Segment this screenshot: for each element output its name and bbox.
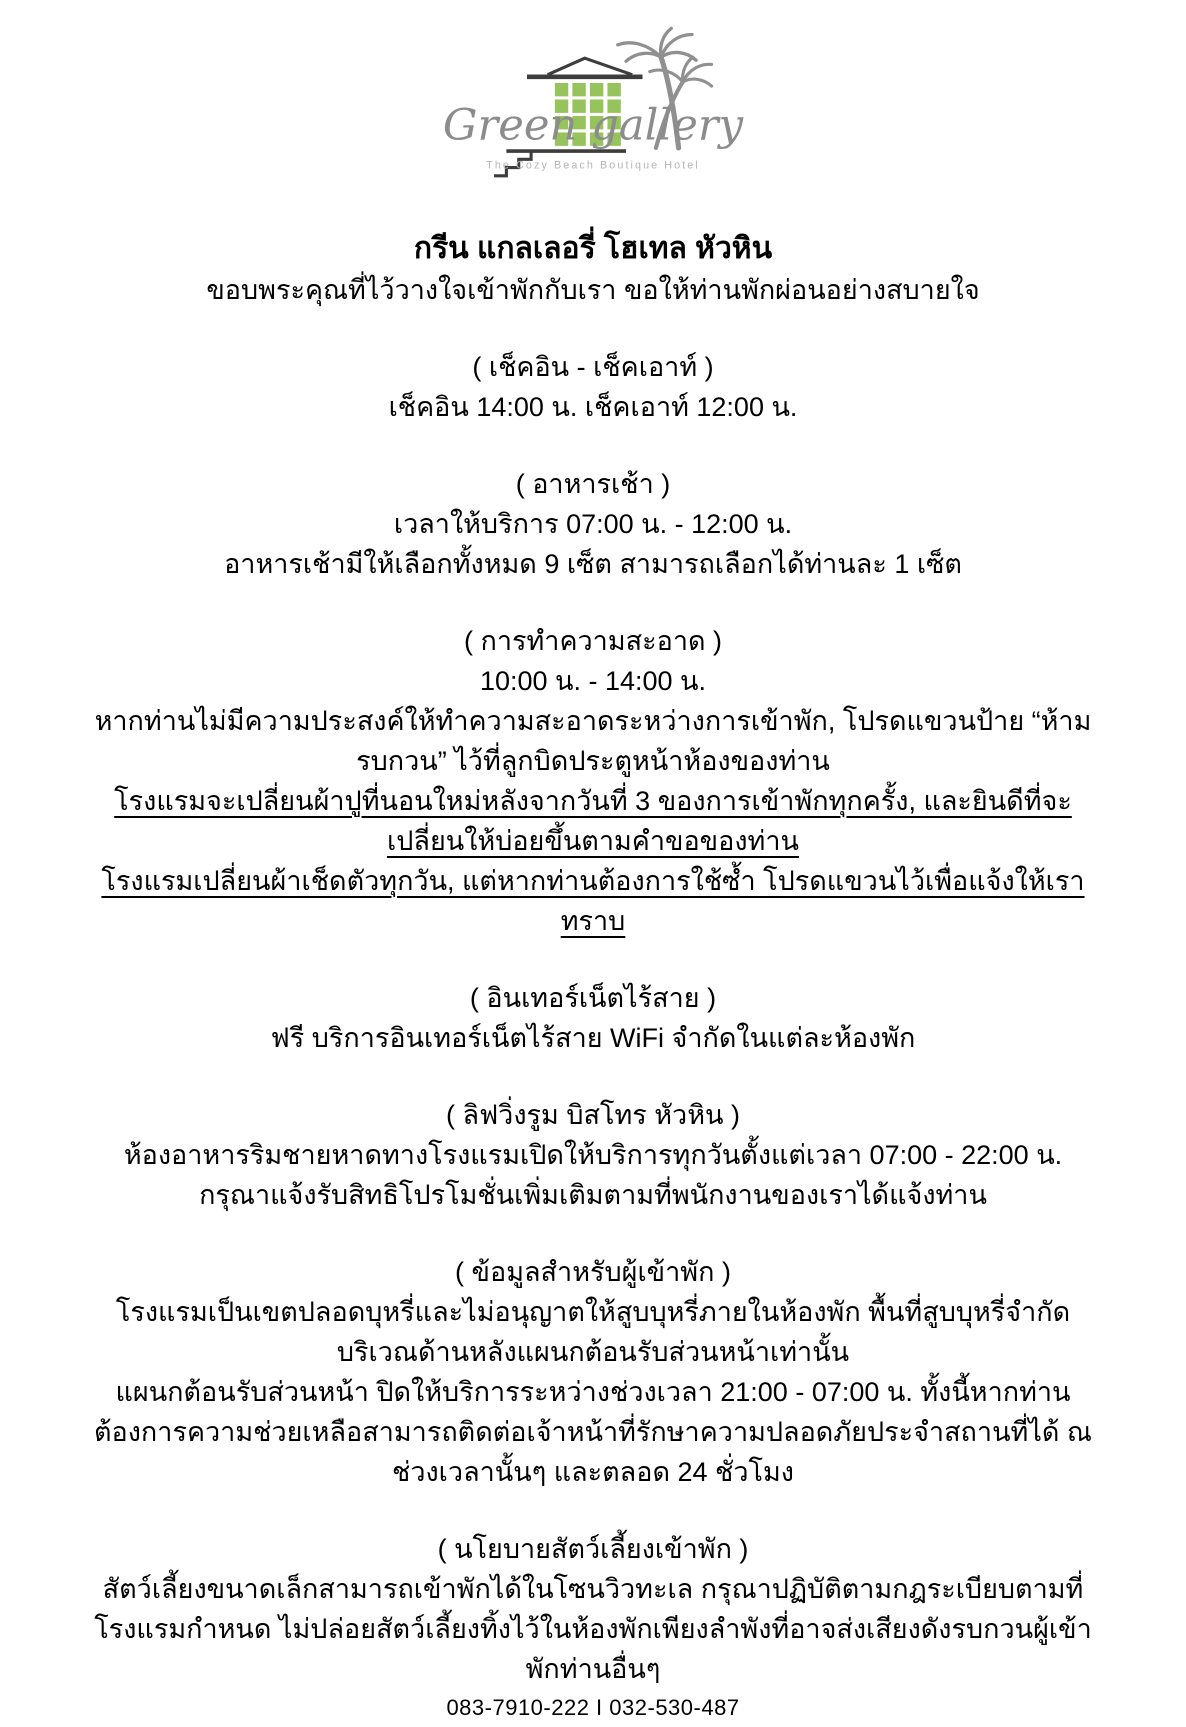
phone-numbers: 083-7910-222 I 032-530-487 [446, 1695, 740, 1720]
section-line-underlined: โรงแรมจะเปลี่ยนผ้าปูที่นอนใหม่หลังจากวันที่ 3 ของการเข้าพักทุกครั้ง, และยินดีที่จะเปลี่ยนให้บ่อยขึ้นตามคำขอของท่าน [114, 786, 1072, 856]
section-livingroom-bistro [78, 1095, 1108, 1215]
welcome-message: ขอบพระคุณที่ไว้วางใจเข้าพักกับเรา ขอให้ท่านพักผ่อนอย่างสบายใจ [206, 275, 980, 305]
hotel-logo [428, 18, 758, 188]
hotel-logo-graphic [428, 18, 758, 183]
section-breakfast [78, 464, 1108, 584]
section-line: แผนกต้อนรับส่วนหน้า ปิดให้บริการระหว่างช่วงเวลา 21:00 - 07:00 น. ทั้งนี้หากท่านต้องการความช่วยเหลือสามารถติดต่อเจ้าหน้าที่รักษาความปลอดภัยประจำสถานที่ได้ ณ ช่วงเวลานั้นๆ และตลอด 24 ชั่วโมง [94, 1377, 1092, 1487]
section-checkin-checkout [78, 347, 1108, 427]
section-line: ห้องอาหารริมชายหาดทางโรงแรมเปิดให้บริการทุกวันตั้งแต่เวลา 07:00 - 22:00 น. [123, 1140, 1063, 1170]
section-line: โรงแรมเป็นเขตปลอดบุหรี่และไม่อนุญาตให้สูบบุหรี่ภายในห้องพัก พื้นที่สูบบุหรี่จำกัดบริเวณด้านหลังแผนกต้อนรับส่วนหน้าเท่านั้น [115, 1297, 1071, 1367]
section-wifi [78, 978, 1108, 1058]
section-housekeeping [78, 621, 1108, 941]
section-line: ฟรี บริการอินเทอร์เน็ตไร้สาย WiFi จำกัดในแต่ละห้องพัก [270, 1023, 916, 1053]
section-header: ( ข้อมูลสำหรับผู้เข้าพัก ) [455, 1257, 731, 1287]
section-guest-info [78, 1252, 1108, 1492]
section-header: ( เช็คอิน - เช็คเอาท์ ) [472, 352, 714, 382]
section-header: ( ลิฟวิ่งรูม บิสโทร หัวหิน ) [446, 1100, 740, 1130]
section-header: ( อาหารเช้า ) [515, 469, 671, 499]
section-header: ( อินเทอร์เน็ตไร้สาย ) [469, 983, 717, 1013]
logo-tagline: The Cozy Beach Boutique Hotel [486, 159, 700, 172]
logo-script-text: Green gallery [442, 100, 744, 151]
document-body [78, 228, 1108, 1727]
section-line: อาหารเช้ามีให้เลือกทั้งหมด 9 เซ็ต สามารถเลือกได้ท่านละ 1 เซ็ต [224, 549, 962, 579]
section-pet-policy [78, 1529, 1108, 1727]
section-header: ( นโยบายสัตว์เลี้ยงเข้าพัก ) [437, 1534, 749, 1564]
section-line: เช็คอิน 14:00 น. เช็คเอาท์ 12:00 น. [388, 392, 798, 422]
section-line: เวลาให้บริการ 07:00 น. - 12:00 น. [393, 509, 793, 539]
section-line: 10:00 น. - 14:00 น. [479, 666, 707, 696]
document-page [0, 18, 1186, 1720]
page-title: กรีน แกลเลอรี่ โฮเทล หัวหิน [413, 232, 773, 265]
section-header: ( การทำความสะอาด ) [463, 626, 723, 656]
section-line: กรุณาแจ้งรับสิทธิโปรโมชั่นเพิ่มเติมตามที่พนักงานของเราได้แจ้งท่าน [199, 1180, 987, 1210]
section-line: สัตว์เลี้ยงขนาดเล็กสามารถเข้าพักได้ในโซนวิวทะเล กรุณาปฏิบัติตามกฎระเบียบตามที่โรงแรมกำหนด ไม่ปล่อยสัตว์เลี้ยงทิ้งไว้ในห้องพักเพียงลำพังที่อาจส่งเสียงดังรบกวนผู้เข้าพักท่านอื่นๆ [94, 1574, 1092, 1684]
section-line-underlined: โรงแรมเปลี่ยนผ้าเช็ดตัวทุกวัน, แต่หากท่านต้องการใช้ซ้ำ โปรดแขวนไว้เพื่อแจ้งให้เราทราบ [101, 866, 1085, 936]
section-line: หากท่านไม่มีความประสงค์ให้ทำความสะอาดระหว่างการเข้าพัก, โปรดแขวนป้าย “ห้ามรบกวน” ไว้ที่ลูกบิดประตูหน้าห้องของท่าน [94, 706, 1092, 776]
